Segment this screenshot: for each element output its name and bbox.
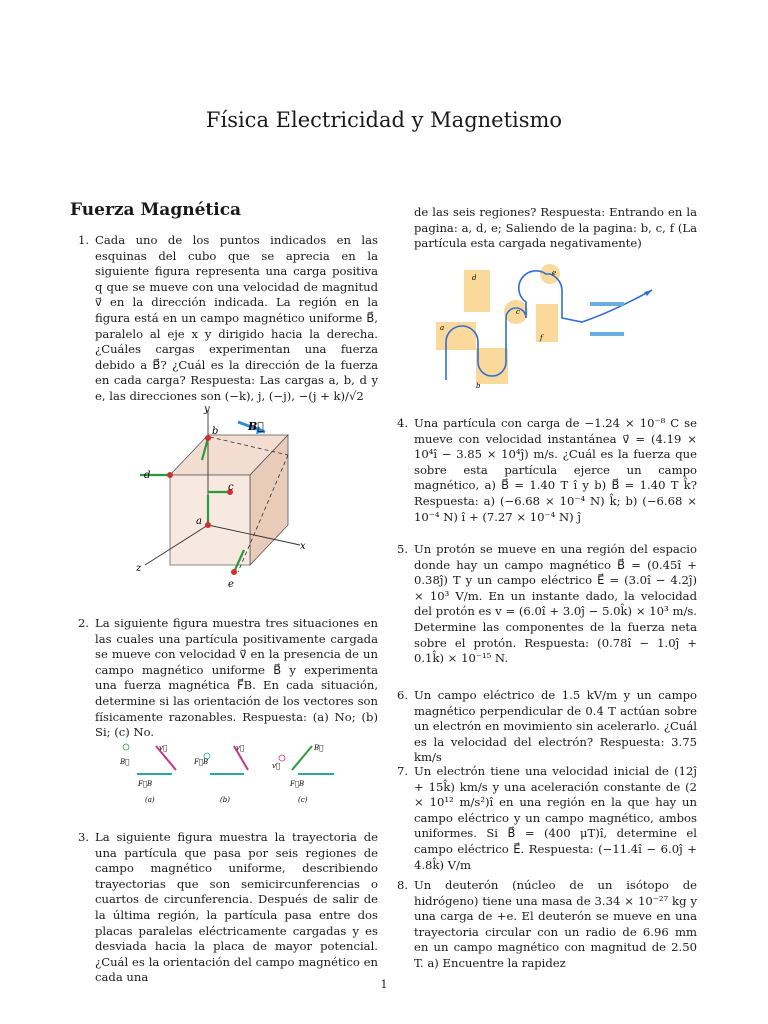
region-f: f bbox=[540, 334, 543, 342]
svg-text:v⃗: v⃗ bbox=[272, 762, 281, 770]
problem-text: La siguiente figura muestra la trayectoria de una partícula que pasa por seis regiones de campo magnético uniforme, describiendo trayectorias que son semicircunferencias o cuartos de circunferencia. Después de salir de la última región, la partícula pasa entre dos placas paralelas eléctricamente cargadas y es desviada hacia la placa de mayor potencial. ¿Cuál es la orientación del campo magnético en cada una bbox=[95, 830, 378, 985]
problem-6 bbox=[397, 688, 697, 766]
situation-c bbox=[272, 744, 334, 804]
svg-text:(a): (a) bbox=[145, 796, 155, 804]
label-d: d bbox=[144, 470, 151, 481]
problem-5 bbox=[397, 542, 697, 667]
label-e: e bbox=[228, 579, 234, 590]
svg-text:F⃗B: F⃗B bbox=[138, 780, 153, 788]
problem-text: de las seis regiones? Respuesta: Entrando en la pagina: a, d, e; Saliendo de la pagina: b, c, f (La partícula esta cargada negativamente) bbox=[414, 205, 697, 251]
region-c: c bbox=[516, 308, 520, 316]
label-x: x bbox=[300, 541, 306, 552]
svg-text:v⃗: v⃗ bbox=[236, 744, 245, 752]
problem-text: Una partícula con carga de −1.24 × 10⁻⁸ C se mueve con velocidad instantánea v⃗ = (4.19 × 10⁴î − 3.85 × 10⁴ĵ) m/s. ¿Cuál es la fuerza que sobre esta partícula ejerce un campo magnético, a) B⃗ = 1.40 T î y b) B⃗ = 1.40 T k̂? Respuesta: a) (−6.68 × 10⁻⁴ N) k̂; b) (−6.68 × 10⁻⁴ N) î + (7.27 × 10⁻⁴ N) ĵ bbox=[414, 416, 697, 524]
svg-text:v⃗: v⃗ bbox=[159, 744, 168, 752]
problem-text: La siguiente figura muestra tres situaciones en las cuales una partícula positivamente cargada se mueve con velocidad v⃗ en la presencia de un campo magnético uniforme B⃗ y experimenta una fuerza magnética F⃗B. En cada situación, determine si las orientación de los vectores son físicamente razonables. Respuesta: (a) No; (b) Si; (c) No. bbox=[95, 616, 378, 740]
problem-number: 6. bbox=[397, 688, 409, 702]
problem-3-continued bbox=[414, 205, 697, 252]
problem-number: 7. bbox=[397, 764, 409, 778]
label-c: c bbox=[228, 482, 234, 493]
problem-number: 8. bbox=[397, 878, 409, 892]
problem-text: Un campo eléctrico de 1.5 kV/m y un campo magnético perpendicular de 0.4 T actúan sobre un electrón en movimiento sin acelerarlo. ¿Cuál es la velocidad del electrón? Respuesta: 3.75 km/s bbox=[414, 688, 697, 765]
problem-text: Un protón se mueve en una región del espacio donde hay un campo magnético B⃗ = (0.45î + 0.38ĵ) T y un campo eléctrico E⃗ = (3.0î − 4.2ĵ) × 10³ V/m. En un instante dado, la velocidad del protón es v = (6.0î + 3.0ĵ − 5.0k̂) × 10³ m/s. Determine las componentes de la fuerza neta sobre el protón. Respuesta: (0.78î − 1.0ĵ + 0.1k̂) × 10⁻¹⁵ N. bbox=[414, 542, 697, 666]
problem-7 bbox=[397, 764, 697, 873]
problem-number: 3. bbox=[78, 830, 90, 844]
svg-text:(b): (b) bbox=[220, 796, 230, 804]
field-label: B⃗ bbox=[248, 420, 264, 433]
regions-figure bbox=[432, 262, 662, 392]
region-b: b bbox=[476, 382, 481, 390]
svg-text:F⃗B: F⃗B bbox=[290, 780, 305, 788]
svg-text:B⃗: B⃗ bbox=[120, 758, 130, 766]
svg-text:F⃗B: F⃗B bbox=[194, 758, 209, 766]
problem-number: 5. bbox=[397, 542, 409, 556]
problem-text: Un electrón tiene una velocidad inicial de (12ĵ + 15k̂) km/s y una aceleración constante de (2 × 10¹² m/s²)î en una región en la que hay un campo eléctrico y un campo magnético, ambos uniformes. Si B⃗ = (400 μT)î, determine el campo eléctrico E⃗. Respuesta: (−11.4î − 6.0ĵ + 4.8k̂) V/m bbox=[414, 764, 697, 872]
problem-text: Cada uno de los puntos indicados en las esquinas del cubo que se aprecia en la siguiente figura representa una carga positiva q que se mueve con una velocidad de magnitud v⃗ en la dirección indicada. La región en la figura está en un campo magnético uniforme B⃗, paralelo al eje x y dirigido hacia la derecha. ¿Cuáles cargas experimentan una fuerza debido a B⃗? ¿Cuál es la dirección de la fuerza en cada carga? Respuesta: Las cargas a, b, d y e, las direcciones son (−k), j, (−j), −(j + k)/√2 bbox=[95, 233, 378, 403]
region-a: a bbox=[440, 324, 445, 332]
page-title: Física Electricidad y Magnetismo bbox=[205, 108, 563, 132]
problem-number: 4. bbox=[397, 416, 409, 430]
problem-number: 1. bbox=[78, 233, 90, 247]
label-y: y bbox=[204, 404, 210, 415]
problem-text: Un deuterón (núcleo de un isótopo de hidrógeno) tiene una masa de 3.34 × 10⁻²⁷ kg y una carga de +e. El deuterón se mueve en una trayectoria circular con un radio de 6.96 mm en un campo magnético con magnitud de 2.50 T. a) Encuentre la rapidez bbox=[414, 878, 697, 970]
problem-4 bbox=[397, 416, 697, 525]
problem-3 bbox=[78, 830, 378, 986]
label-z: z bbox=[136, 563, 142, 574]
problem-2 bbox=[78, 616, 378, 741]
svg-text:(c): (c) bbox=[298, 796, 308, 804]
vectors-figure bbox=[112, 740, 342, 808]
label-b: b bbox=[212, 426, 219, 437]
cube-figure bbox=[130, 400, 320, 592]
problem-1 bbox=[78, 233, 378, 405]
situation-a bbox=[119, 744, 176, 804]
situation-b bbox=[193, 744, 248, 804]
section-heading: Fuerza Magnética bbox=[70, 200, 242, 220]
svg-text:B⃗: B⃗ bbox=[314, 744, 324, 752]
region-d: d bbox=[472, 274, 477, 282]
problem-number: 2. bbox=[78, 616, 90, 630]
region-e: e bbox=[552, 269, 557, 277]
page-number: 1 bbox=[380, 978, 388, 991]
problem-8 bbox=[397, 878, 697, 972]
label-a: a bbox=[196, 516, 202, 527]
